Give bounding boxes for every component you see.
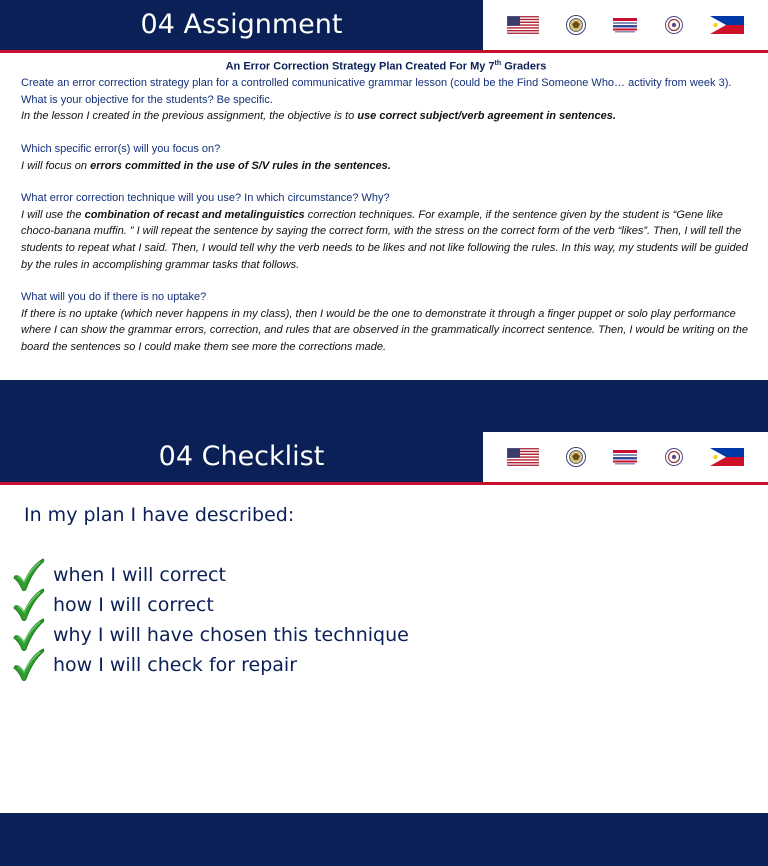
checklist-item-label: when I will correct bbox=[53, 564, 226, 586]
footer-band bbox=[0, 813, 768, 866]
checklist-item bbox=[12, 650, 298, 680]
philippine-flag-icon bbox=[710, 448, 744, 466]
checkmark-icon bbox=[12, 618, 46, 652]
question-uptake: What will you do if there is no uptake? bbox=[21, 291, 207, 304]
checkmark-icon bbox=[12, 588, 46, 622]
us-state-department-seal-icon bbox=[566, 447, 586, 467]
answer-uptake: If there is no uptake (which never happens in my class), then I would be the one to demonstrate it through a finger puppet or solo play performance where I can show the grammar errors, correction, and rules that are observed in the grammatically incorrect sentence. Then, I would be writing on the board the sentences so I could make them see more the corrections made. bbox=[21, 307, 748, 353]
slide-header bbox=[0, 0, 768, 50]
assignment-content bbox=[21, 56, 751, 356]
us-flag-icon bbox=[507, 16, 539, 34]
checklist-item-label: why I will have chosen this technique bbox=[53, 624, 409, 646]
checklist-slide bbox=[0, 432, 768, 813]
header-divider bbox=[0, 482, 768, 485]
slide-title: 04 Checklist bbox=[158, 441, 325, 472]
checkmark-icon bbox=[12, 648, 46, 682]
answer-errors: I will focus on errors committed in the use of S/V rules in the sentences. bbox=[21, 159, 391, 172]
philippine-flag-icon bbox=[710, 16, 744, 34]
checklist-item bbox=[12, 560, 226, 590]
question-objective: What is your objective for the students? Be specific. bbox=[21, 93, 273, 106]
slide-header bbox=[0, 432, 768, 482]
checklist-item-label: how I will correct bbox=[53, 594, 214, 616]
checklist-item bbox=[12, 620, 409, 650]
checklist-item bbox=[12, 590, 214, 620]
answer-objective: In the lesson I created in the previous assignment, the objective is to use correct subject/verb agreement in sentences. bbox=[21, 110, 616, 123]
partner-logos bbox=[483, 0, 768, 50]
question-errors: Which specific error(s) will you focus on? bbox=[21, 143, 221, 156]
checklist-item-label: how I will check for repair bbox=[53, 654, 298, 676]
slide-title: 04 Assignment bbox=[140, 9, 343, 40]
checklist-intro: In my plan I have described: bbox=[24, 504, 295, 526]
program-logo-icon bbox=[613, 448, 637, 466]
answer-technique: I will use the combination of recast and metalinguistics correction techniques. For example, if the sentence given by the student is “Gene like choco-banana muffin. ” I will repeat the sentence by saying the correct form, with the stress on the correct form of the verb “likes”. Then, I will tell the students to repeat what I said. Then, I would tell why the verb needs to be likes and not like following the rules. In this way, my students will be guided by the rules in accomplishing grammar tasks that follows. bbox=[21, 208, 748, 271]
header-divider bbox=[0, 50, 768, 53]
assignment-slide bbox=[0, 0, 768, 380]
assignment-instructions: Create an error correction strategy plan for a controlled communicative grammar lesson (could be the Find Someone Who… activity from week 3). bbox=[21, 77, 732, 90]
deped-seal-icon bbox=[665, 448, 683, 466]
question-technique: What error correction technique will you use? In which circumstance? Why? bbox=[21, 192, 390, 205]
assignment-heading: An Error Correction Strategy Plan Created For My 7th Graders bbox=[225, 60, 547, 73]
deped-seal-icon bbox=[665, 16, 683, 34]
partner-logos bbox=[483, 432, 768, 482]
us-state-department-seal-icon bbox=[566, 15, 586, 35]
us-flag-icon bbox=[507, 448, 539, 466]
program-logo-icon bbox=[613, 16, 637, 34]
checkmark-icon bbox=[12, 558, 46, 592]
slide-separator-band bbox=[0, 380, 768, 432]
